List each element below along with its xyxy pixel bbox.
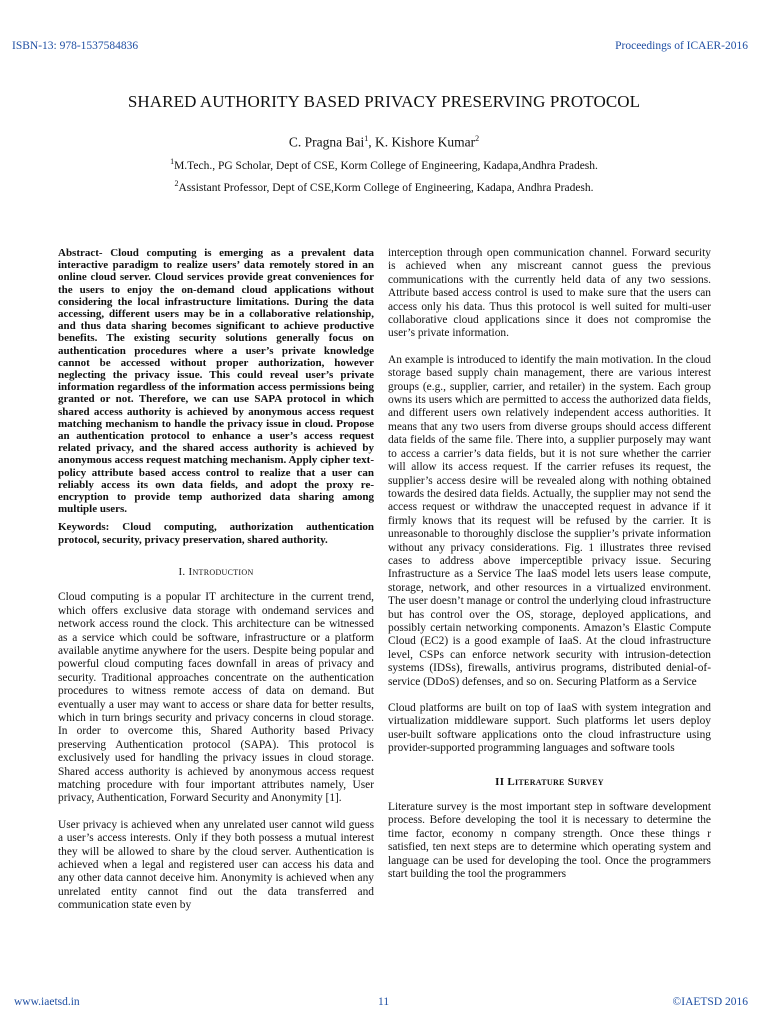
isbn-header: ISBN-13: 978-1537584836 <box>12 40 139 52</box>
author-1: C. Pragna Bai <box>288 134 365 150</box>
author-2-superscript: 2 <box>475 134 480 143</box>
section-heading-literature-survey <box>388 776 711 789</box>
section-2-number: II <box>495 775 508 788</box>
intro-paragraph-4: An example is introduced to identify the main motivation. In the cloud storage based supply chain management, there are various interest groups (e.g., supplier, carrier, and retailer) in the system. Each group owns its users which are permitted to access the authorized data fields, and different users own relatively independent access authorities. It means that any two users from diverse groups should access different data fields of the same file. There into, a supplier purposely may want to access a carrier’s data fields, but it is not sure whether the carrier will allow its access request. If the carrier refuses its request, the supplier’s access desire will be revealed along with nothing obtained towards the desired data fields. Actually, the supplier may not send the access request or withdraw the unaccepted request in advance if it firmly knows that its request will be refused by the carrier. It is unreasonable to thoroughly disclose the supplier’s private information without any privacy considerations. Fig. 1 illustrates three revised cases to address above imperceptible privacy issue. Securing Infrastructure as a Service The IaaS model lets users lease compute, storage, network, and other resources in a virtualized environment. The user doesn’t manage or control the underlying cloud infrastructure but has control over the OS, storage, deployed applications, and possibly certain networking components. Amazon’s Elastic Compute Cloud (EC2) is a good example of IaaS. At the cloud infrastructure level, CSPs can enforce network security with intrusion-detection systems (IDSs), firewalls, antivirus programs, distributed denial-of-service (DDoS) defenses, and so on. Securing Platform as a Service <box>388 353 711 688</box>
section-1-title: Introduction <box>188 565 254 578</box>
intro-paragraph-3: interception through open communication channel. Forward security is achieved when any miscreant cannot guess the previous communications with the currently held data of any two sessions. Attribute based access control is used to make sure that the users can access only his data. Thus this protocol is well suited for multi-user collaborative cloud applications since it does not compromise the user’s private information. <box>388 247 711 340</box>
section-heading-introduction <box>58 566 374 579</box>
section-1-number: I. <box>178 565 189 578</box>
intro-paragraph-1: Cloud computing is a popular IT architecture in the current trend, which offers exclusive data storage with ondemand services and network access round the clock. This architecture can be witnessed as a service which could be software, infrastructure or a platform available anytime anywhere for the users. Despite being popular and powerful cloud computing faces downfall in areas of privacy and security. Traditional approaches concentrate on the authentication procedures to witness remote access of data on demand. But eventually a user may want to access or share data for better results, which in turn brings security and privacy concerns in cloud storage. In order to overcome this, Shared Authority based Privacy preserving Authentication protocol (SAPA). This protocol is exclusively used for handling the privacy issues in cloud storage. Shared access authority is achieved by anonymous access request matching procedure with four important attributes namely, User privacy, Authentication, Forward Security and Anonymity [1]. <box>58 591 374 805</box>
affiliation-2-superscript: 2 <box>174 179 179 188</box>
section-2-title: Literature Survey <box>507 775 604 788</box>
footer-copyright: ©IAETSD 2016 <box>672 996 748 1008</box>
literature-paragraph-1: Literature survey is the most important step in software development process. Before developing the tool it is necessary to determine the time factor, economy n company strength. Once these things r satisfied, ten next steps are to determine which operating system and language can be used for developing the tool. Once the programmers start building the tool the programmers <box>388 801 711 881</box>
author-1-superscript: 1 <box>364 134 369 143</box>
proceedings-header: Proceedings of ICAER-2016 <box>615 40 748 52</box>
paper-title: SHARED AUTHORITY BASED PRIVACY PRESERVING PROTOCOL <box>127 92 641 111</box>
page-number: 11 <box>378 996 390 1008</box>
right-column <box>388 247 711 894</box>
keywords: Keywords: Cloud computing, authorization authentication protocol, security, privacy preservation, shared authority. <box>58 521 374 546</box>
footer-website: www.iaetsd.in <box>14 996 80 1008</box>
affiliation-1 <box>0 157 768 172</box>
affiliation-2-text: Assistant Professor, Dept of CSE,Korm College of Engineering, Kadapa, Andhra Pradesh. <box>178 181 594 194</box>
affiliation-2 <box>0 179 768 194</box>
author-line <box>0 134 768 151</box>
author-separator: , <box>368 134 375 150</box>
intro-paragraph-2: User privacy is achieved when any unrelated user cannot wild guess a user’s access interests. Only if they both possess a mutual interest they will be allowed to share by the cloud server. Authentication is achieved when a legal and registered user can access his data and any other data cannot deceive him. Anonymity is achieved when any unrelated entity cannot find out the data transferred and communication state even by <box>58 818 374 912</box>
author-2: K. Kishore Kumar <box>375 134 476 150</box>
left-column <box>58 247 374 926</box>
affiliation-1-text: M.Tech., PG Scholar, Dept of CSE, Korm College of Engineering, Kadapa,Andhra Pradesh. <box>174 159 598 172</box>
affiliation-1-superscript: 1 <box>170 157 175 166</box>
intro-paragraph-5: Cloud platforms are built on top of IaaS with system integration and virtualization middleware support. Such platforms let users deploy user-built software applications onto the cloud infrastructure using provider-supported programming languages and software tools <box>388 702 711 755</box>
abstract: Abstract- Cloud computing is emerging as a prevalent data interactive paradigm to realize users’ data remotely stored in an online cloud server. Cloud services provide great conveniences for the users to enjoy the on-demand cloud applications without considering the local infrastructure limitations. During the data accessing, different users may be in a collaborative relationship, and thus data sharing becomes significant to achieve productive benefits. The existing security solutions generally focus on authentication procedures where a user’s private knowledge cannot be accessed without proper authorization, however neglecting the privacy issue. This could reveal user’s private information regardless of the information access permissions being granted or not. Therefore, we can use SAPA protocol in which shared access authority is achieved by anonymous access request matching mechanism to handle the privacy issue in cloud. Propose an authentication protocol to enhance a user’s access request related privacy, and the shared access authority is achieved by anonymous access request matching mechanism. Apply cipher text-policy attribute based access control to realize that a user can reliably access its own data fields, and adopt the proxy re-encryption to provide temp authorized data sharing among multiple users. <box>58 247 374 516</box>
